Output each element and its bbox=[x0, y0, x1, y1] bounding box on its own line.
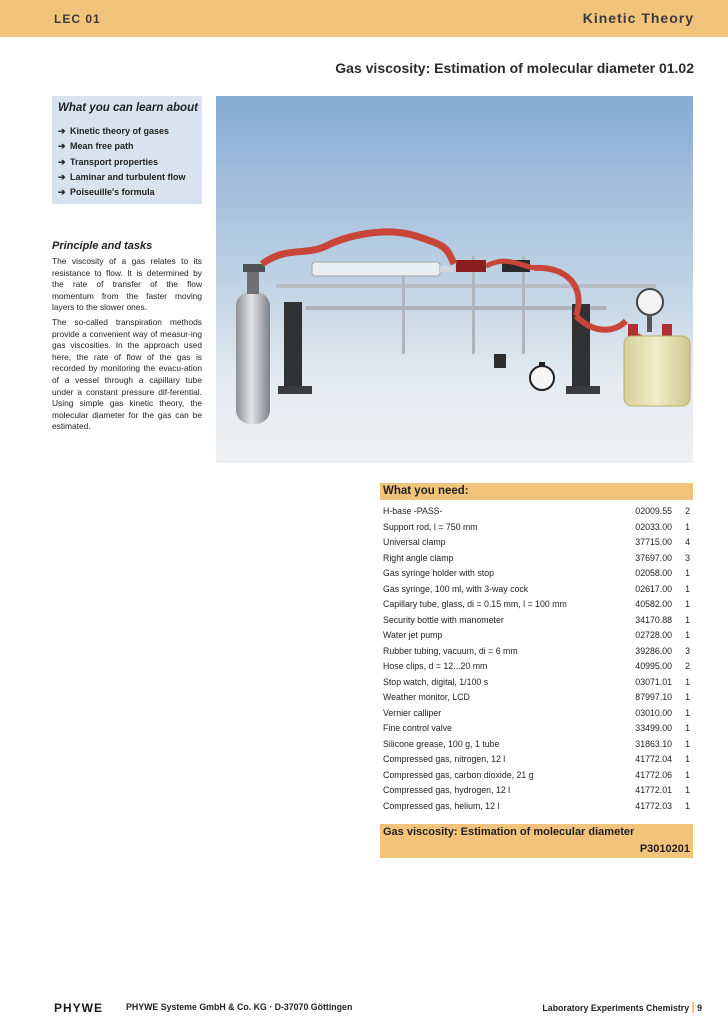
apparatus-illustration bbox=[216, 96, 693, 463]
equipment-row: Water jet pump 02728.00 1 bbox=[383, 630, 690, 640]
apparatus-photo bbox=[216, 96, 693, 463]
footer-series: Laboratory Experiments Chemistry 9 bbox=[542, 1003, 702, 1013]
experiment-set-box bbox=[380, 824, 693, 858]
equipment-row: Vernier calliper 03010.00 1 bbox=[383, 707, 690, 718]
principle-paragraph: The viscosity of a gas relates to its resistance to flow. It is determined by the rate of transfer of the flow momentum from the faster moving layers to the slower ones. bbox=[52, 256, 202, 313]
footer-address: PHYWE Systeme GmbH & Co. KG · D-37070 Göttingen bbox=[126, 1002, 353, 1012]
principle-heading: Principle and tasks bbox=[52, 240, 153, 252]
equipment-row: Gas syringe, 100 ml, with 3-way cock 02617.00 1 bbox=[383, 583, 690, 594]
equipment-list bbox=[380, 504, 693, 814]
learn-heading: What you can learn about bbox=[58, 102, 198, 114]
principle-section bbox=[52, 240, 202, 436]
equipment-row: Universal clamp 37715.00 4 bbox=[383, 537, 690, 547]
equipment-row: Hose clips, d = 12...20 mm 40995.00 2 bbox=[383, 661, 690, 671]
set-number: P3010201 bbox=[639, 843, 690, 855]
equipment-row: Weather monitor, LCD 87997.10 1 bbox=[383, 692, 690, 702]
equipment-row: Compressed gas, hydrogen, 12 l 41772.01 1 bbox=[383, 785, 690, 795]
equipment-row: Security bottle with manometer 34170.88 1 bbox=[383, 614, 690, 625]
principle-paragraph: The so-called transpiration methods provide a convenient way of measur-ing gas viscosities. In the approach used here, the rate of flow of the gas is recorded by monitoring the evacu-ation of a vessel through a capillary tube under a constant pressure dif-ferential. Using simple gas kinetic theory, the molecular diameter for the gas can be estimated. bbox=[52, 316, 202, 432]
arrow-right-icon: ➔ bbox=[58, 156, 66, 167]
what-you-need bbox=[380, 483, 693, 858]
equipment-row: Gas syringe holder with stop 02058.00 1 bbox=[383, 568, 690, 578]
phywe-logo: PHYWE bbox=[54, 1001, 104, 1015]
equipment-row: Support rod, l = 750 mm 02033.00 1 bbox=[383, 521, 690, 532]
equipment-row: Compressed gas, helium, 12 l 41772.03 1 bbox=[383, 800, 690, 811]
equipment-row: Compressed gas, nitrogen, 12 l 41772.04 1 bbox=[383, 754, 690, 764]
arrow-right-icon: ➔ bbox=[58, 171, 66, 182]
page-title: Gas viscosity: Estimation of molecular diameter 01.02 bbox=[335, 60, 694, 76]
learn-item: ➔ Kinetic theory of gases bbox=[58, 124, 186, 139]
arrow-right-icon: ➔ bbox=[58, 141, 66, 152]
section-title: Kinetic Theory bbox=[582, 10, 694, 26]
page-number: 9 bbox=[697, 1003, 702, 1013]
equipment-row: Silicone grease, 100 g, 1 tube 31863.10 1 bbox=[383, 738, 690, 749]
learn-box bbox=[52, 96, 202, 204]
learn-list bbox=[58, 124, 186, 200]
learn-item: ➔ Transport properties bbox=[58, 155, 186, 170]
equipment-row: H-base -PASS- 02009.55 2 bbox=[383, 506, 690, 516]
equipment-row: Compressed gas, carbon dioxide, 21 g 41772.06 1 bbox=[383, 769, 690, 780]
lec-code: LEC 01 bbox=[54, 12, 101, 26]
equipment-row: Rubber tubing, vacuum, di = 6 mm 39286.00 3 bbox=[383, 645, 690, 656]
header-bar bbox=[0, 0, 728, 37]
equipment-row: Fine control valve 33499.00 1 bbox=[383, 723, 690, 733]
learn-item: ➔ Poiseuille's formula bbox=[58, 185, 186, 200]
learn-item: ➔ Laminar and turbulent flow bbox=[58, 170, 186, 185]
footer-divider bbox=[692, 1002, 694, 1013]
footer bbox=[0, 993, 728, 1023]
arrow-right-icon: ➔ bbox=[58, 126, 66, 136]
arrow-right-icon: ➔ bbox=[58, 187, 66, 198]
learn-item: ➔ Mean free path bbox=[58, 139, 186, 154]
equipment-row: Stop watch, digital, 1/100 s 03071.01 1 bbox=[383, 676, 690, 687]
equipment-row: Right angle clamp 37697.00 3 bbox=[383, 552, 690, 563]
needs-heading: What you need: bbox=[380, 483, 693, 500]
equipment-row: Capillary tube, glass, di = 0.15 mm, l = 100 mm 40582.00 1 bbox=[383, 599, 690, 609]
set-title: Gas viscosity: Estimation of molecular diameter bbox=[383, 826, 635, 838]
